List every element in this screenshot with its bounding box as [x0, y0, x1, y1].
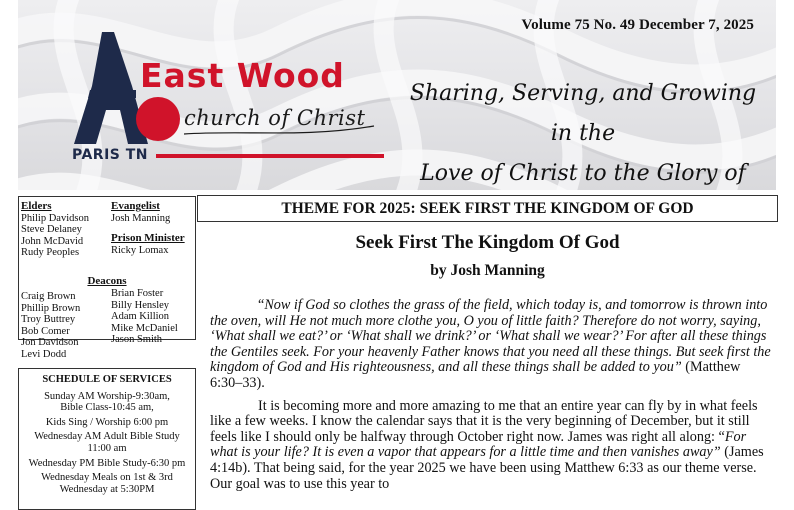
schedule-line: Bible Class-10:45 am,	[60, 402, 154, 414]
article-title: Seek First The Kingdom Of God	[355, 232, 620, 253]
schedule-line: Wednesday AM Adult Bible Study	[34, 431, 180, 443]
quote-mark: “	[258, 297, 265, 313]
article-paragraph	[210, 399, 772, 493]
deacon-name: Brian Foster	[111, 288, 164, 299]
deacon-name: Craig Brown	[21, 291, 76, 302]
article-byline: by Josh Manning	[430, 262, 545, 279]
deacon-name: Jason Smith	[111, 334, 163, 345]
scripture-reference: (Matthew 6:30–33).	[210, 359, 741, 391]
schedule-line: Kids Sing / Worship 6:00 pm	[45, 416, 169, 428]
schedule-box	[18, 368, 196, 510]
deacon-name: Adam Killion	[111, 311, 170, 322]
schedule-line: Wednesday PM Bible Study-6:30 pm	[28, 457, 186, 469]
schedule-item	[19, 431, 195, 454]
logo-location: PARIS TN	[72, 147, 149, 163]
scripture-quote: Now if God so clothes the grass of the field, which today is, and tomorrow is thrown into the oven, will He not much more clothe you, O you of little faith? Therefore do not worry, saying, ‘What shall we eat?’ or ‘What shall we drink?’ or ‘What shall we wear?’ For after all these things the Gentiles seek. For your heavenly Father knows that you need all these things. But seek first the kingdom of God and His righteousness, and all these things shall be added to you”	[210, 297, 771, 376]
slogan-line-2: Love of Christ to the Glory of	[420, 161, 746, 186]
deacon-name: Mike McDaniel	[111, 322, 178, 334]
elder-name: John McDavid	[21, 235, 84, 247]
church-logo	[44, 26, 384, 166]
deacon-name: Bob Comer	[21, 325, 70, 337]
schedule-line: Wednesday Meals on 1st & 3rd	[41, 472, 173, 484]
leaders-box	[18, 196, 196, 360]
schedule-item	[19, 458, 195, 470]
evangelist-heading: Evangelist	[111, 200, 160, 212]
deacon-name: Levi Dodd	[21, 348, 67, 360]
masthead-banner	[18, 0, 776, 190]
logo-tower-mark	[44, 26, 384, 166]
theme-banner: THEME FOR 2025: SEEK FIRST THE KINGDOM OF GOD	[197, 195, 778, 222]
paragraph-text: (James 4:14b). That being said, for the year 2025 we have been using Matthew 6:33 as our theme verse. Our goal was to use this year to	[210, 444, 764, 492]
deacon-name: Jon Davidson	[21, 337, 79, 348]
article-paragraph	[210, 298, 772, 392]
schedule-title: SCHEDULE OF SERVICES	[42, 374, 172, 385]
elder-name: Steve Delaney	[21, 224, 82, 235]
deacons-left-column	[21, 291, 109, 360]
deacons-heading: Deacons	[87, 275, 127, 287]
issue-volume-date: Volume 75 No. 49 December 7, 2025	[521, 17, 754, 33]
schedule-item	[19, 472, 195, 495]
schedule-line: Sunday AM Worship-9:30am,	[44, 390, 170, 402]
deacon-name: Phillip Brown	[21, 302, 81, 314]
deacon-name: Billy Hensley	[111, 299, 170, 311]
elders-column	[21, 201, 109, 259]
slogan	[398, 74, 768, 190]
evangelist-name: Josh Manning	[111, 212, 171, 224]
elder-name: Rudy Peoples	[21, 247, 80, 258]
logo-name: East Wood	[140, 56, 345, 95]
schedule-item	[19, 417, 195, 429]
deacons-right-column	[111, 288, 195, 346]
schedule-line: 11:00 am	[87, 442, 127, 454]
elder-name: Philip Davidson	[21, 212, 89, 224]
prison-minister-name: Ricky Lomax	[111, 244, 169, 256]
slogan-line-1: Sharing, Serving, and Growing in the	[409, 81, 757, 146]
elders-heading: Elders	[21, 200, 52, 212]
prison-minister-heading: Prison Minister	[111, 232, 185, 244]
staff-column	[111, 201, 195, 256]
article-body	[210, 298, 772, 499]
schedule-item	[19, 391, 195, 414]
scripture-quote: For what is your life? It is even a vapor that appears for a little time and then vanishes away”	[210, 428, 747, 461]
paragraph-text: It is becoming more and more amazing to me that an entire year can fly by in what feels like a few weeks. I know the calendar says that it is the very beginning of December, but it still feels like I should only be halfway through October right now. James was right all along: “	[210, 397, 758, 445]
logo-subtitle: church of Christ	[184, 106, 366, 130]
deacon-name: Troy Buttrey	[21, 314, 76, 325]
schedule-line: Wednesday at 5:30PM	[59, 483, 155, 495]
